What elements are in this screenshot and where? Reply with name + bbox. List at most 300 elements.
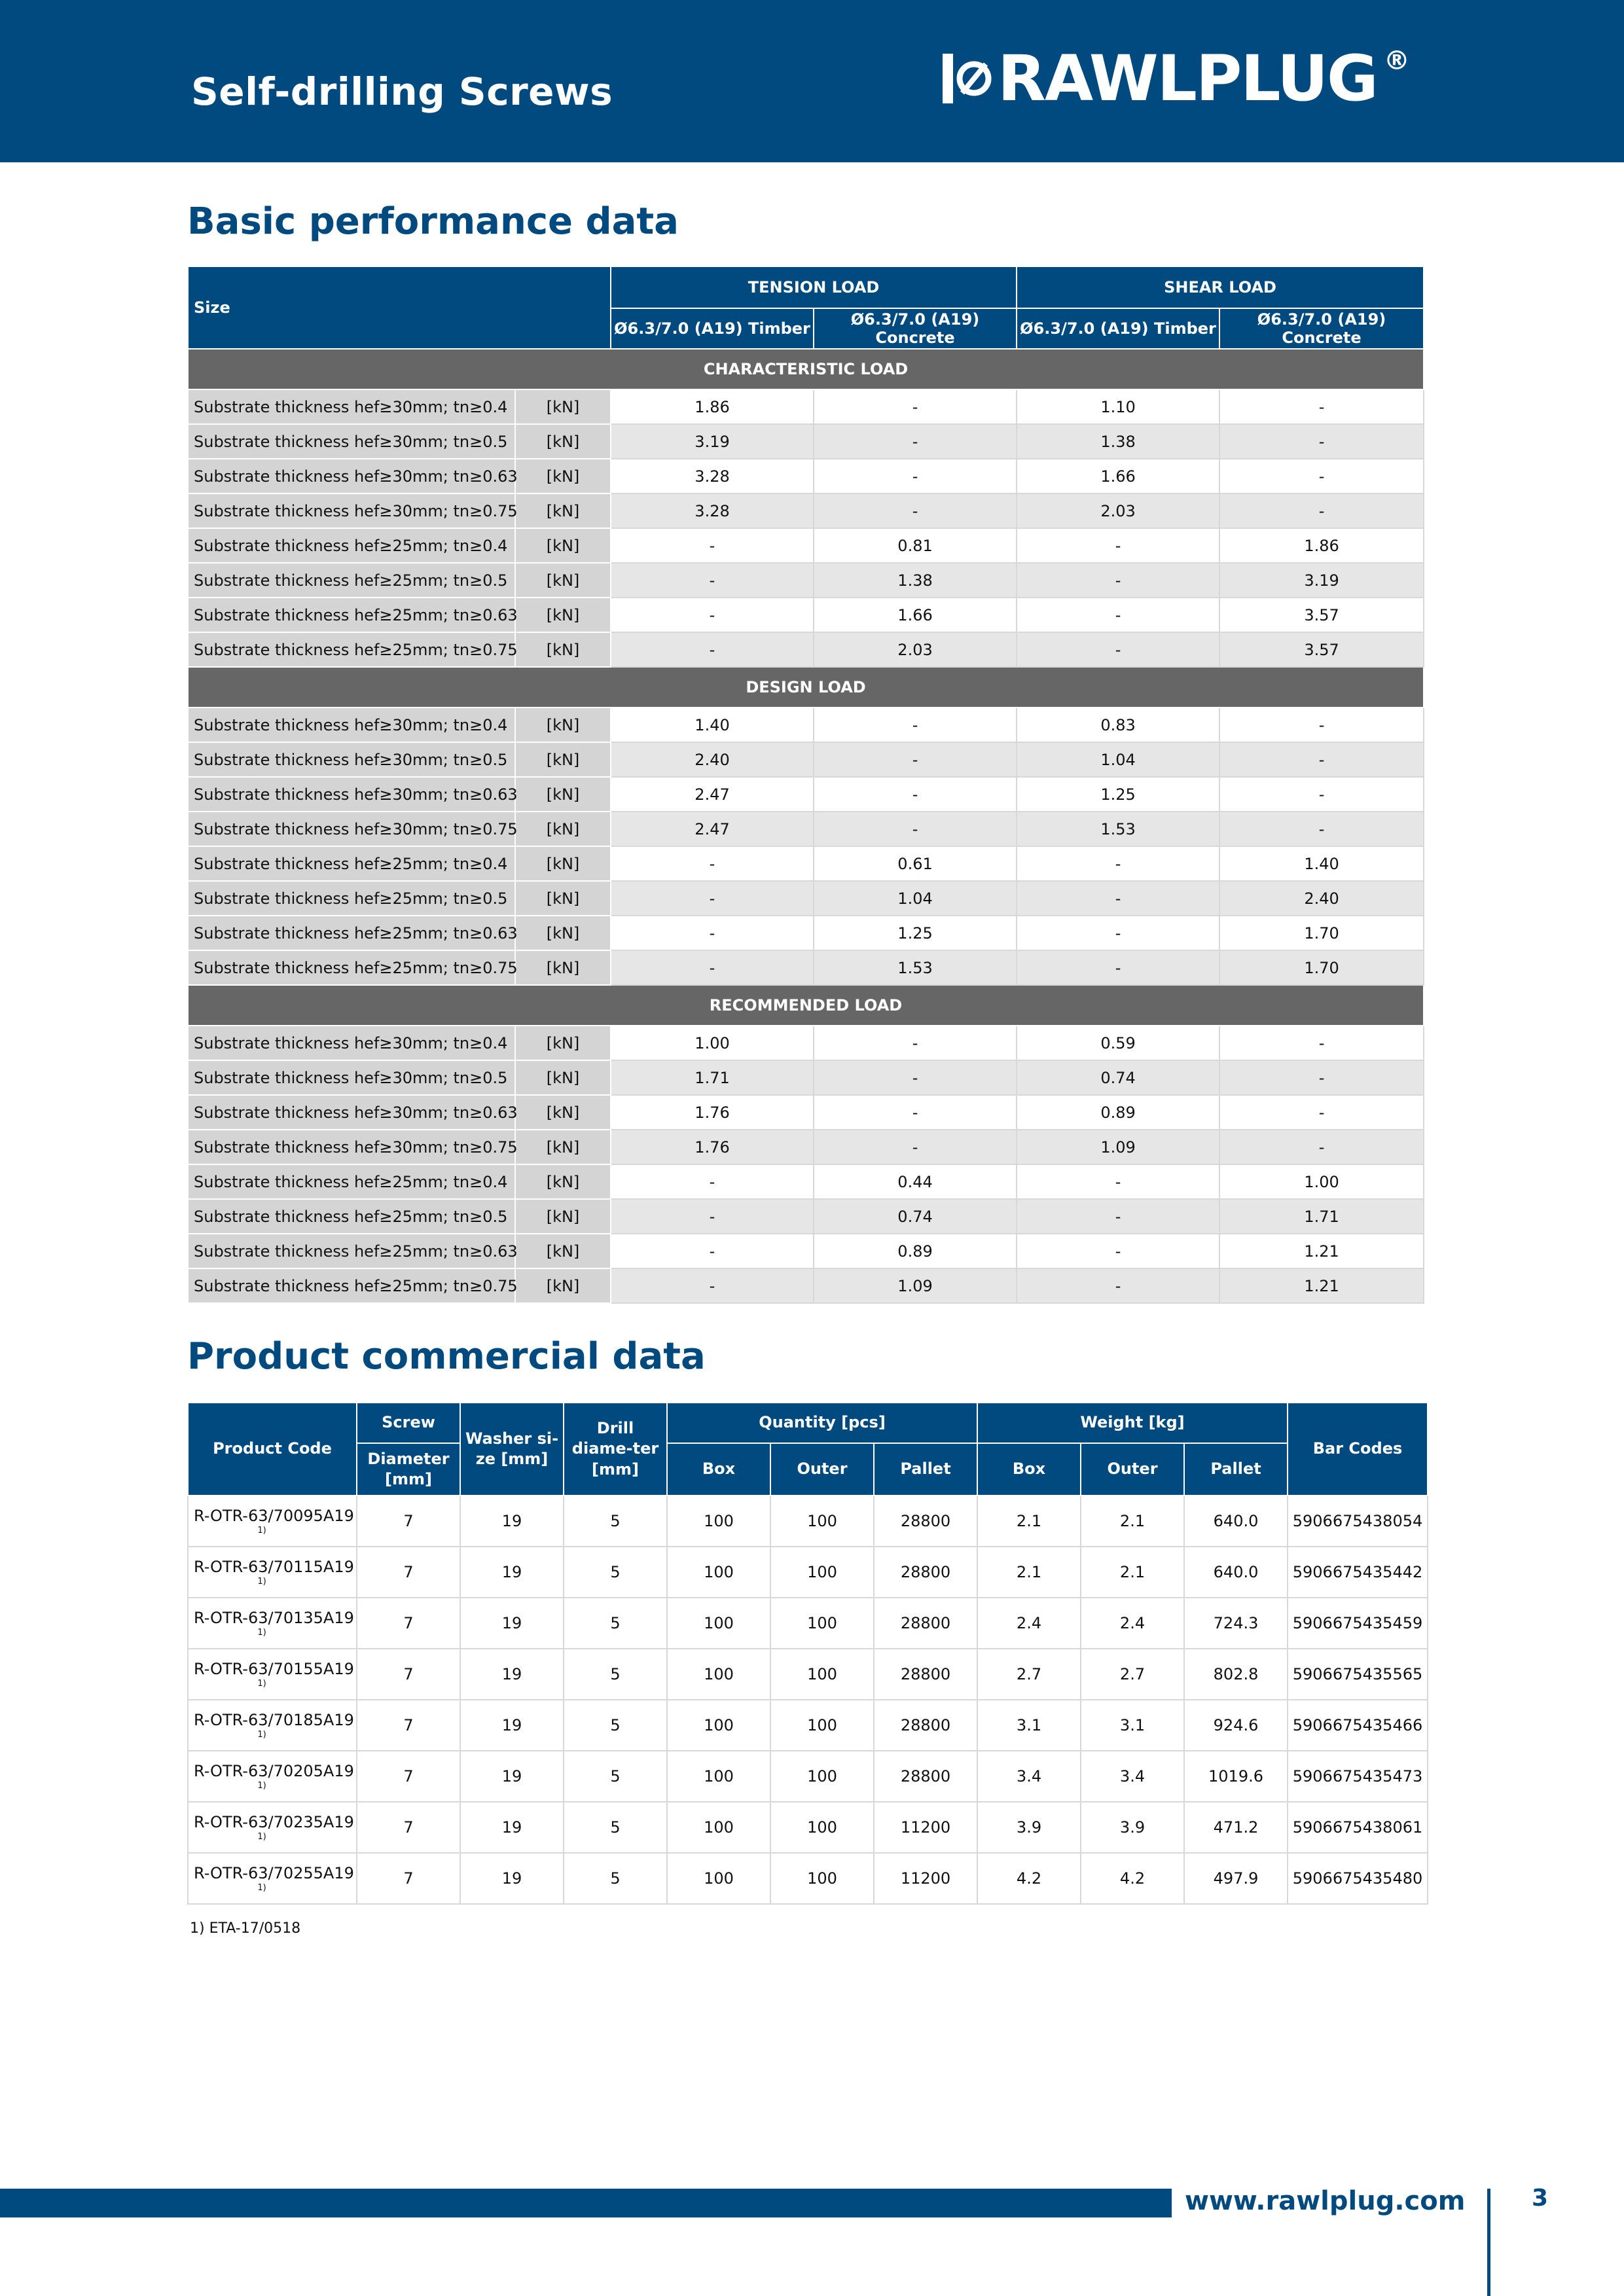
commercial-table: [187, 1402, 1428, 1905]
weight-outer-header: Outer: [1081, 1443, 1184, 1496]
page-title: Self-drilling Screws: [191, 69, 613, 114]
w-box-cell: 4.2: [977, 1853, 1081, 1904]
rawlplug-logo-mark-icon: [943, 52, 992, 105]
table-row: [188, 528, 1424, 563]
value-cell: 1.66: [1017, 459, 1219, 493]
value-cell: 1.40: [611, 708, 814, 742]
row-unit: [kN]: [515, 528, 611, 563]
value-cell: 2.47: [611, 812, 814, 846]
value-cell: 1.09: [814, 1268, 1017, 1303]
quantity-outer-header: Outer: [770, 1443, 874, 1496]
col-header-shear-timber: Ø6.3/7.0 (A19) Timber: [1017, 308, 1219, 349]
product-code-header: Product Code: [188, 1403, 357, 1496]
footnote-marker: 1): [257, 1627, 266, 1638]
value-cell: -: [611, 1234, 814, 1268]
footnote-marker: 1): [257, 1525, 266, 1535]
value-cell: 1.00: [1219, 1164, 1424, 1199]
value-cell: 1.53: [1017, 812, 1219, 846]
value-cell: -: [1219, 1060, 1424, 1095]
value-cell: -: [1219, 459, 1424, 493]
drill-cell: 5: [564, 1700, 667, 1751]
washer-cell: 19: [460, 1547, 564, 1598]
diameter-cell: 7: [357, 1853, 460, 1904]
diameter-cell: 7: [357, 1802, 460, 1853]
row-unit: [kN]: [515, 1026, 611, 1060]
value-cell: -: [814, 424, 1017, 459]
row-label: Substrate thickness hef≥30mm; tn≥0.5: [188, 424, 515, 459]
row-label: Substrate thickness hef≥30mm; tn≥0.75: [188, 812, 515, 846]
value-cell: -: [1219, 742, 1424, 777]
diameter-cell: 7: [357, 1751, 460, 1802]
w-pallet-cell: 471.2: [1184, 1802, 1288, 1853]
registered-mark: ®: [1383, 46, 1410, 76]
value-cell: -: [1219, 1130, 1424, 1164]
row-label: Substrate thickness hef≥30mm; tn≥0.5: [188, 1060, 515, 1095]
value-cell: 1.25: [1017, 777, 1219, 812]
table-row: [188, 459, 1424, 493]
washer-cell: 19: [460, 1853, 564, 1904]
barcode-cell: 5906675435459: [1288, 1598, 1428, 1649]
drill-cell: 5: [564, 1751, 667, 1802]
value-cell: -: [1017, 1164, 1219, 1199]
w-outer-cell: 3.1: [1081, 1700, 1184, 1751]
row-unit: [kN]: [515, 777, 611, 812]
row-unit: [kN]: [515, 742, 611, 777]
value-cell: 1.53: [814, 950, 1017, 985]
value-cell: 3.57: [1219, 598, 1424, 632]
w-outer-cell: 3.4: [1081, 1751, 1184, 1802]
diameter-cell: 7: [357, 1649, 460, 1700]
value-cell: -: [1017, 950, 1219, 985]
load-band-row: [188, 349, 1424, 389]
product-code-cell: [188, 1496, 357, 1547]
w-pallet-cell: 640.0: [1184, 1547, 1288, 1598]
value-cell: -: [611, 563, 814, 598]
value-cell: -: [1017, 632, 1219, 667]
table-row: [188, 493, 1424, 528]
weight-header: Weight [kg]: [977, 1403, 1288, 1443]
value-cell: -: [814, 459, 1017, 493]
row-label: Substrate thickness hef≥25mm; tn≥0.5: [188, 881, 515, 916]
value-cell: -: [1219, 424, 1424, 459]
table-row: [188, 389, 1424, 424]
product-code: R-OTR-63/70135A19: [194, 1608, 354, 1627]
quantity-pallet-header: Pallet: [874, 1443, 977, 1496]
row-unit: [kN]: [515, 1268, 611, 1303]
value-cell: 3.19: [611, 424, 814, 459]
table-row: [188, 632, 1424, 667]
page-number: 3: [1532, 2185, 1549, 2212]
row-label: Substrate thickness hef≥30mm; tn≥0.5: [188, 742, 515, 777]
logo-wordmark: RAWLPLUG: [998, 42, 1377, 115]
table-row: [188, 950, 1424, 985]
value-cell: 1.09: [1017, 1130, 1219, 1164]
footer-divider: [1487, 2189, 1490, 2296]
value-cell: 1.71: [611, 1060, 814, 1095]
row-unit: [kN]: [515, 1130, 611, 1164]
q-box-cell: 100: [667, 1802, 770, 1853]
quantity-box-header: Box: [667, 1443, 770, 1496]
row-label: Substrate thickness hef≥30mm; tn≥0.63: [188, 777, 515, 812]
q-pallet-cell: 28800: [874, 1751, 977, 1802]
table-row: [188, 1802, 1428, 1853]
q-outer-cell: 100: [770, 1751, 874, 1802]
product-code: R-OTR-63/70185A19: [194, 1710, 354, 1729]
drill-cell: 5: [564, 1547, 667, 1598]
q-box-cell: 100: [667, 1649, 770, 1700]
w-pallet-cell: 724.3: [1184, 1598, 1288, 1649]
q-pallet-cell: 11200: [874, 1853, 977, 1904]
value-cell: 0.81: [814, 528, 1017, 563]
q-outer-cell: 100: [770, 1853, 874, 1904]
col-header-tension-timber: Ø6.3/7.0 (A19) Timber: [611, 308, 814, 349]
load-band-row: [188, 985, 1424, 1026]
row-label: Substrate thickness hef≥30mm; tn≥0.63: [188, 1095, 515, 1130]
row-unit: [kN]: [515, 1199, 611, 1234]
value-cell: -: [611, 528, 814, 563]
product-code: R-OTR-63/70115A19: [194, 1557, 354, 1576]
row-unit: [kN]: [515, 459, 611, 493]
col-header-shear-concrete: Ø6.3/7.0 (A19) Concrete: [1219, 308, 1424, 349]
barcode-cell: 5906675435480: [1288, 1853, 1428, 1904]
table-row: [188, 1496, 1428, 1547]
footnote-marker: 1): [257, 1882, 266, 1893]
table-row: [188, 1130, 1424, 1164]
q-pallet-cell: 11200: [874, 1802, 977, 1853]
row-label: Substrate thickness hef≥25mm; tn≥0.4: [188, 846, 515, 881]
w-box-cell: 2.1: [977, 1496, 1081, 1547]
table-row: [188, 1234, 1424, 1268]
w-outer-cell: 2.4: [1081, 1598, 1184, 1649]
product-code: R-OTR-63/70235A19: [194, 1812, 354, 1831]
washer-cell: 19: [460, 1496, 564, 1547]
value-cell: 1.86: [1219, 528, 1424, 563]
value-cell: 2.40: [1219, 881, 1424, 916]
value-cell: -: [1219, 812, 1424, 846]
w-pallet-cell: 924.6: [1184, 1700, 1288, 1751]
row-label: Substrate thickness hef≥30mm; tn≥0.4: [188, 708, 515, 742]
value-cell: -: [1017, 598, 1219, 632]
row-label: Substrate thickness hef≥25mm; tn≥0.75: [188, 1268, 515, 1303]
value-cell: 2.40: [611, 742, 814, 777]
value-cell: -: [814, 742, 1017, 777]
table-row: [188, 846, 1424, 881]
value-cell: 1.25: [814, 916, 1017, 950]
w-pallet-cell: 497.9: [1184, 1853, 1288, 1904]
value-cell: -: [814, 1060, 1017, 1095]
w-box-cell: 3.4: [977, 1751, 1081, 1802]
table-row: [188, 1598, 1428, 1649]
page-header: [0, 0, 1624, 162]
value-cell: -: [814, 812, 1017, 846]
w-pallet-cell: 802.8: [1184, 1649, 1288, 1700]
row-label: Substrate thickness hef≥30mm; tn≥0.75: [188, 1130, 515, 1164]
table-row: [188, 812, 1424, 846]
table-row: [188, 1751, 1428, 1802]
product-code: R-OTR-63/70095A19: [194, 1506, 354, 1525]
w-box-cell: 3.9: [977, 1802, 1081, 1853]
screw-header: Screw: [357, 1403, 460, 1443]
drill-cell: 5: [564, 1802, 667, 1853]
value-cell: -: [814, 493, 1017, 528]
footer-bar: [0, 2189, 1172, 2217]
value-cell: 0.74: [1017, 1060, 1219, 1095]
diameter-header: Diameter [mm]: [357, 1443, 460, 1496]
value-cell: 1.38: [814, 563, 1017, 598]
commercial-table-body: [188, 1496, 1428, 1904]
value-cell: -: [1017, 563, 1219, 598]
weight-pallet-header: Pallet: [1184, 1443, 1288, 1496]
value-cell: -: [814, 1130, 1017, 1164]
value-cell: 2.03: [814, 632, 1017, 667]
bar-codes-header: Bar Codes: [1288, 1403, 1428, 1496]
value-cell: -: [611, 1268, 814, 1303]
value-cell: -: [814, 708, 1017, 742]
product-code-cell: [188, 1802, 357, 1853]
table-row: [188, 1547, 1428, 1598]
table-row: [188, 708, 1424, 742]
row-unit: [kN]: [515, 632, 611, 667]
table-row: [188, 563, 1424, 598]
barcode-cell: 5906675438061: [1288, 1802, 1428, 1853]
barcode-cell: 5906675438054: [1288, 1496, 1428, 1547]
q-outer-cell: 100: [770, 1598, 874, 1649]
w-pallet-cell: 1019.6: [1184, 1751, 1288, 1802]
table-row: [188, 1164, 1424, 1199]
diameter-cell: 7: [357, 1598, 460, 1649]
value-cell: 1.04: [1017, 742, 1219, 777]
load-band-row: [188, 667, 1424, 708]
q-box-cell: 100: [667, 1853, 770, 1904]
value-cell: 1.00: [611, 1026, 814, 1060]
q-outer-cell: 100: [770, 1700, 874, 1751]
value-cell: -: [611, 950, 814, 985]
row-unit: [kN]: [515, 916, 611, 950]
drill-cell: 5: [564, 1496, 667, 1547]
value-cell: -: [814, 1095, 1017, 1130]
row-unit: [kN]: [515, 846, 611, 881]
rawlplug-logo: [943, 42, 1410, 115]
q-pallet-cell: 28800: [874, 1649, 977, 1700]
table-row: [188, 1199, 1424, 1234]
drill-cell: 5: [564, 1649, 667, 1700]
table-row: [188, 1026, 1424, 1060]
row-label: Substrate thickness hef≥25mm; tn≥0.5: [188, 563, 515, 598]
value-cell: 3.28: [611, 493, 814, 528]
value-cell: 2.47: [611, 777, 814, 812]
row-unit: [kN]: [515, 1234, 611, 1268]
value-cell: 0.74: [814, 1199, 1017, 1234]
value-cell: 1.86: [611, 389, 814, 424]
value-cell: -: [611, 598, 814, 632]
value-cell: -: [1219, 493, 1424, 528]
product-code: R-OTR-63/70205A19: [194, 1761, 354, 1780]
row-label: Substrate thickness hef≥30mm; tn≥0.63: [188, 459, 515, 493]
quantity-header: Quantity [pcs]: [667, 1403, 977, 1443]
value-cell: -: [611, 881, 814, 916]
value-cell: 0.61: [814, 846, 1017, 881]
row-unit: [kN]: [515, 1095, 611, 1130]
row-unit: [kN]: [515, 812, 611, 846]
value-cell: -: [611, 1164, 814, 1199]
row-unit: [kN]: [515, 424, 611, 459]
row-unit: [kN]: [515, 881, 611, 916]
product-code-cell: [188, 1547, 357, 1598]
col-header-tension-concrete: Ø6.3/7.0 (A19) Concrete: [814, 308, 1017, 349]
row-label: Substrate thickness hef≥30mm; tn≥0.4: [188, 1026, 515, 1060]
barcode-cell: 5906675435565: [1288, 1649, 1428, 1700]
footnote-marker: 1): [257, 1678, 266, 1689]
value-cell: 3.57: [1219, 632, 1424, 667]
value-cell: -: [1219, 1095, 1424, 1130]
drill-diameter-header: Drill diame-ter [mm]: [564, 1403, 667, 1496]
q-box-cell: 100: [667, 1547, 770, 1598]
performance-table-body: [188, 349, 1424, 1303]
value-cell: 3.28: [611, 459, 814, 493]
value-cell: 1.10: [1017, 389, 1219, 424]
product-code-cell: [188, 1853, 357, 1904]
performance-table: [187, 266, 1424, 1304]
table-row: [188, 1060, 1424, 1095]
washer-cell: 19: [460, 1802, 564, 1853]
w-box-cell: 2.4: [977, 1598, 1081, 1649]
table-row: [188, 1700, 1428, 1751]
value-cell: 1.38: [1017, 424, 1219, 459]
row-unit: [kN]: [515, 950, 611, 985]
diameter-cell: 7: [357, 1547, 460, 1598]
q-pallet-cell: 28800: [874, 1598, 977, 1649]
row-label: Substrate thickness hef≥25mm; tn≥0.5: [188, 1199, 515, 1234]
value-cell: -: [1017, 1268, 1219, 1303]
barcode-cell: 5906675435466: [1288, 1700, 1428, 1751]
row-label: Substrate thickness hef≥30mm; tn≥0.75: [188, 493, 515, 528]
w-outer-cell: 3.9: [1081, 1802, 1184, 1853]
value-cell: -: [1219, 777, 1424, 812]
value-cell: -: [1219, 708, 1424, 742]
w-outer-cell: 4.2: [1081, 1853, 1184, 1904]
table-row: [188, 424, 1424, 459]
product-code-cell: [188, 1700, 357, 1751]
value-cell: 1.21: [1219, 1268, 1424, 1303]
value-cell: -: [611, 632, 814, 667]
tension-load-header: TENSION LOAD: [611, 266, 1017, 308]
drill-cell: 5: [564, 1853, 667, 1904]
w-outer-cell: 2.7: [1081, 1649, 1184, 1700]
w-box-cell: 3.1: [977, 1700, 1081, 1751]
value-cell: 2.03: [1017, 493, 1219, 528]
row-label: Substrate thickness hef≥25mm; tn≥0.63: [188, 598, 515, 632]
shear-load-header: SHEAR LOAD: [1017, 266, 1424, 308]
q-box-cell: 100: [667, 1751, 770, 1802]
product-code-cell: [188, 1649, 357, 1700]
barcode-cell: 5906675435473: [1288, 1751, 1428, 1802]
value-cell: 1.21: [1219, 1234, 1424, 1268]
value-cell: 0.44: [814, 1164, 1017, 1199]
row-unit: [kN]: [515, 1060, 611, 1095]
table-row: [188, 777, 1424, 812]
table-row: [188, 598, 1424, 632]
row-label: Substrate thickness hef≥25mm; tn≥0.4: [188, 1164, 515, 1199]
value-cell: 0.83: [1017, 708, 1219, 742]
value-cell: -: [611, 1199, 814, 1234]
footnote-marker: 1): [257, 1780, 266, 1791]
footnote-marker: 1): [257, 1831, 266, 1842]
q-box-cell: 100: [667, 1598, 770, 1649]
washer-cell: 19: [460, 1649, 564, 1700]
value-cell: 1.66: [814, 598, 1017, 632]
value-cell: -: [1017, 916, 1219, 950]
value-cell: -: [1017, 881, 1219, 916]
value-cell: 1.76: [611, 1130, 814, 1164]
table-row: [188, 1853, 1428, 1904]
value-cell: 1.70: [1219, 950, 1424, 985]
value-cell: -: [1017, 528, 1219, 563]
value-cell: -: [814, 777, 1017, 812]
value-cell: 0.59: [1017, 1026, 1219, 1060]
q-outer-cell: 100: [770, 1649, 874, 1700]
comm-section-title: Product commercial data: [187, 1335, 706, 1378]
load-band-label: CHARACTERISTIC LOAD: [188, 349, 1424, 389]
diameter-cell: 7: [357, 1700, 460, 1751]
q-outer-cell: 100: [770, 1547, 874, 1598]
value-cell: 0.89: [1017, 1095, 1219, 1130]
value-cell: 0.89: [814, 1234, 1017, 1268]
value-cell: -: [611, 916, 814, 950]
q-outer-cell: 100: [770, 1802, 874, 1853]
product-code-cell: [188, 1598, 357, 1649]
value-cell: -: [1017, 1234, 1219, 1268]
load-band-label: DESIGN LOAD: [188, 667, 1424, 708]
w-box-cell: 2.1: [977, 1547, 1081, 1598]
washer-cell: 19: [460, 1598, 564, 1649]
value-cell: 1.40: [1219, 846, 1424, 881]
table-row: [188, 1095, 1424, 1130]
row-unit: [kN]: [515, 493, 611, 528]
drill-cell: 5: [564, 1598, 667, 1649]
table-row: [188, 916, 1424, 950]
footer-website-link[interactable]: www.rawlplug.com: [1185, 2186, 1466, 2216]
load-band-label: RECOMMENDED LOAD: [188, 985, 1424, 1026]
row-unit: [kN]: [515, 563, 611, 598]
washer-cell: 19: [460, 1700, 564, 1751]
size-header: Size: [188, 266, 611, 349]
value-cell: 1.71: [1219, 1199, 1424, 1234]
value-cell: -: [1219, 1026, 1424, 1060]
w-outer-cell: 2.1: [1081, 1547, 1184, 1598]
w-pallet-cell: 640.0: [1184, 1496, 1288, 1547]
washer-cell: 19: [460, 1751, 564, 1802]
value-cell: -: [1017, 1199, 1219, 1234]
value-cell: -: [611, 846, 814, 881]
product-code: R-OTR-63/70155A19: [194, 1659, 354, 1678]
weight-box-header: Box: [977, 1443, 1081, 1496]
table-row: [188, 1649, 1428, 1700]
row-unit: [kN]: [515, 389, 611, 424]
row-unit: [kN]: [515, 598, 611, 632]
row-label: Substrate thickness hef≥25mm; tn≥0.63: [188, 1234, 515, 1268]
product-code: R-OTR-63/70255A19: [194, 1863, 354, 1882]
value-cell: 1.70: [1219, 916, 1424, 950]
footnote: 1) ETA-17/0518: [190, 1920, 301, 1937]
row-label: Substrate thickness hef≥25mm; tn≥0.63: [188, 916, 515, 950]
table-row: [188, 881, 1424, 916]
diameter-cell: 7: [357, 1496, 460, 1547]
q-box-cell: 100: [667, 1496, 770, 1547]
q-pallet-cell: 28800: [874, 1700, 977, 1751]
footnote-marker: 1): [257, 1576, 266, 1587]
row-label: Substrate thickness hef≥25mm; tn≥0.75: [188, 950, 515, 985]
q-box-cell: 100: [667, 1700, 770, 1751]
